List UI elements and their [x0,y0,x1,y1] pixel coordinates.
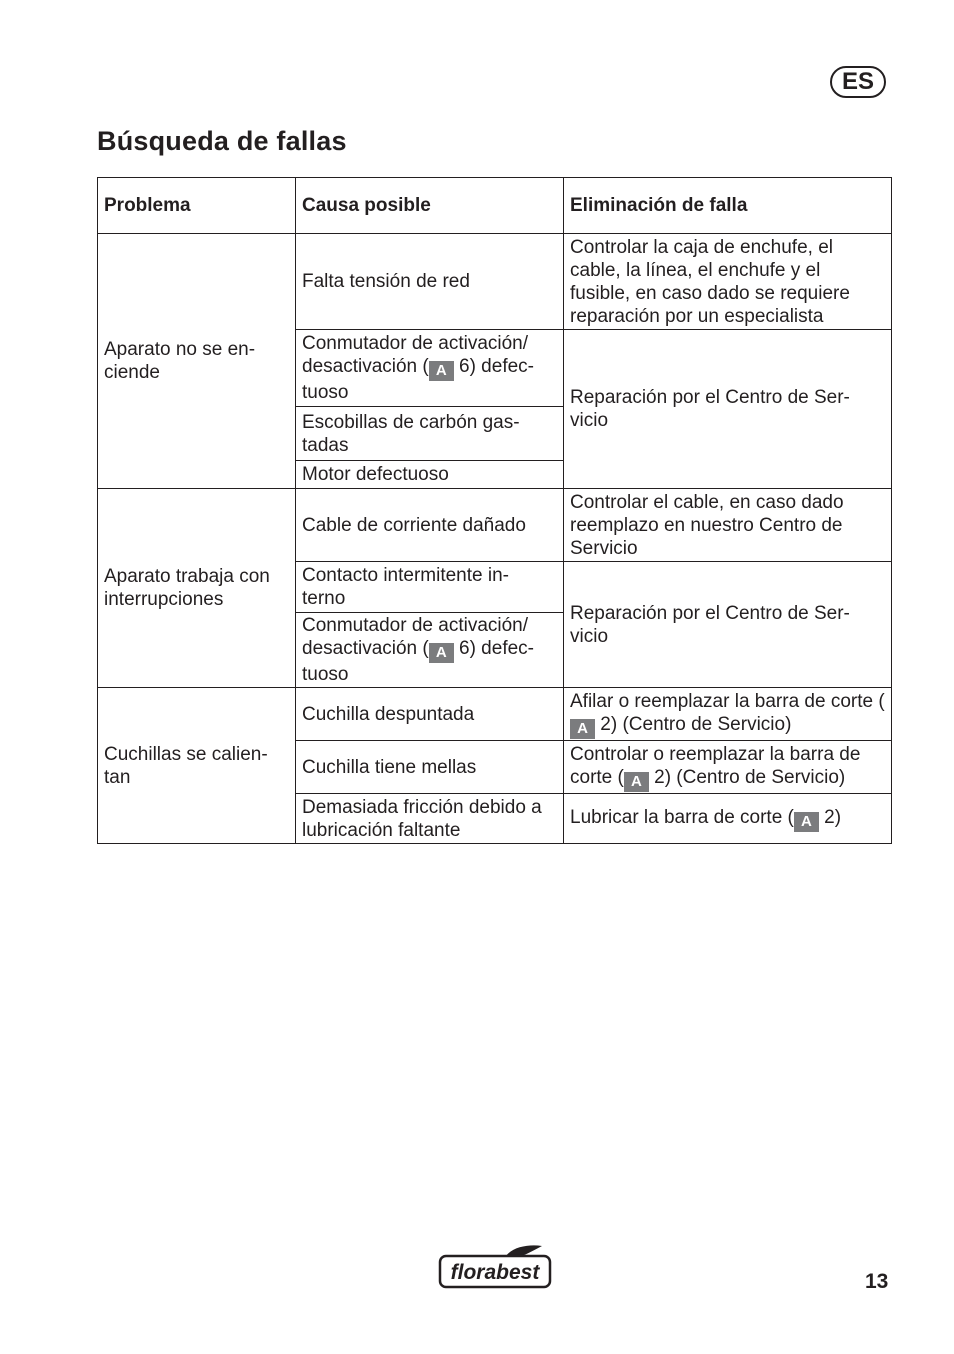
cause-text-after: 6) defec- tuoso [302,638,534,685]
cause-cell [296,613,564,688]
cause-cell: Motor defectuoso [296,461,564,489]
cause-cell: Cuchilla despuntada [296,688,564,741]
cause-cell: Demasiada fricción debido a lubricación faltante [296,794,564,844]
remedy-cell: Controlar el cable, en caso dado reemplazo en nuestro Centro de Servicio [564,489,892,562]
cause-cell: Escobillas de carbón gas- tadas [296,407,564,461]
cause-text-before: Conmutador de activación/ desactivación ( [302,615,529,659]
problem-cell: Aparato trabaja con interrupciones [98,489,296,688]
remedy-text-after: 2) (Centro de Servicio) [648,766,846,788]
table-row [98,234,892,330]
table-header-row [98,178,892,234]
cause-cell: Cable de corriente dañado [296,489,564,562]
problem-cell: Cuchillas se calien- tan [98,688,296,844]
cause-cell: Contacto intermitente in- terno [296,562,564,613]
remedy-cell [564,688,892,741]
remedy-text-after: 2) (Centro de Servicio) [595,713,792,735]
figure-a-ref-icon: A [624,772,649,792]
column-header-remedy: Eliminación de falla [564,178,892,234]
page-title: Búsqueda de fallas [97,126,347,156]
cause-text-after: 6) defec- tuoso [302,356,534,403]
figure-a-ref-icon: A [794,812,819,832]
florabest-logo [438,1244,552,1290]
remedy-cell [564,741,892,794]
column-header-cause: Causa posible [296,178,564,234]
cause-text-before: Conmutador de activación/ desactivación ( [302,333,529,377]
figure-a-ref-icon: A [429,643,454,663]
troubleshooting-table [97,177,892,844]
column-header-problem: Problema [98,178,296,234]
page-number: 13 [865,1270,889,1293]
remedy-cell: Reparación por el Centro de Ser- vicio [564,330,892,489]
table-row [98,489,892,562]
remedy-cell [564,794,892,844]
remedy-text-before: Afilar o reemplazar la barra de corte ( [570,690,885,712]
logo-text: florabest [450,1261,540,1284]
language-badge: ES [830,66,886,98]
figure-a-ref-icon: A [570,719,595,739]
remedy-cell: Reparación por el Centro de Ser- vicio [564,562,892,688]
cause-cell: Falta tensión de red [296,234,564,330]
cause-cell [296,330,564,407]
cause-cell: Cuchilla tiene mellas [296,741,564,794]
problem-cell: Aparato no se en- ciende [98,234,296,489]
remedy-cell: Controlar la caja de enchufe, el cable, la línea, el enchufe y el fusible, en caso dado se requiere reparación por un especialista [564,234,892,330]
remedy-text-before: Lubricar la barra de corte ( [570,806,794,828]
remedy-text-after: 2) [818,806,842,828]
table-row [98,688,892,741]
figure-a-ref-icon: A [429,361,454,381]
remedy-text-before: Controlar o reemplazar la barra de corte ( [570,743,861,788]
